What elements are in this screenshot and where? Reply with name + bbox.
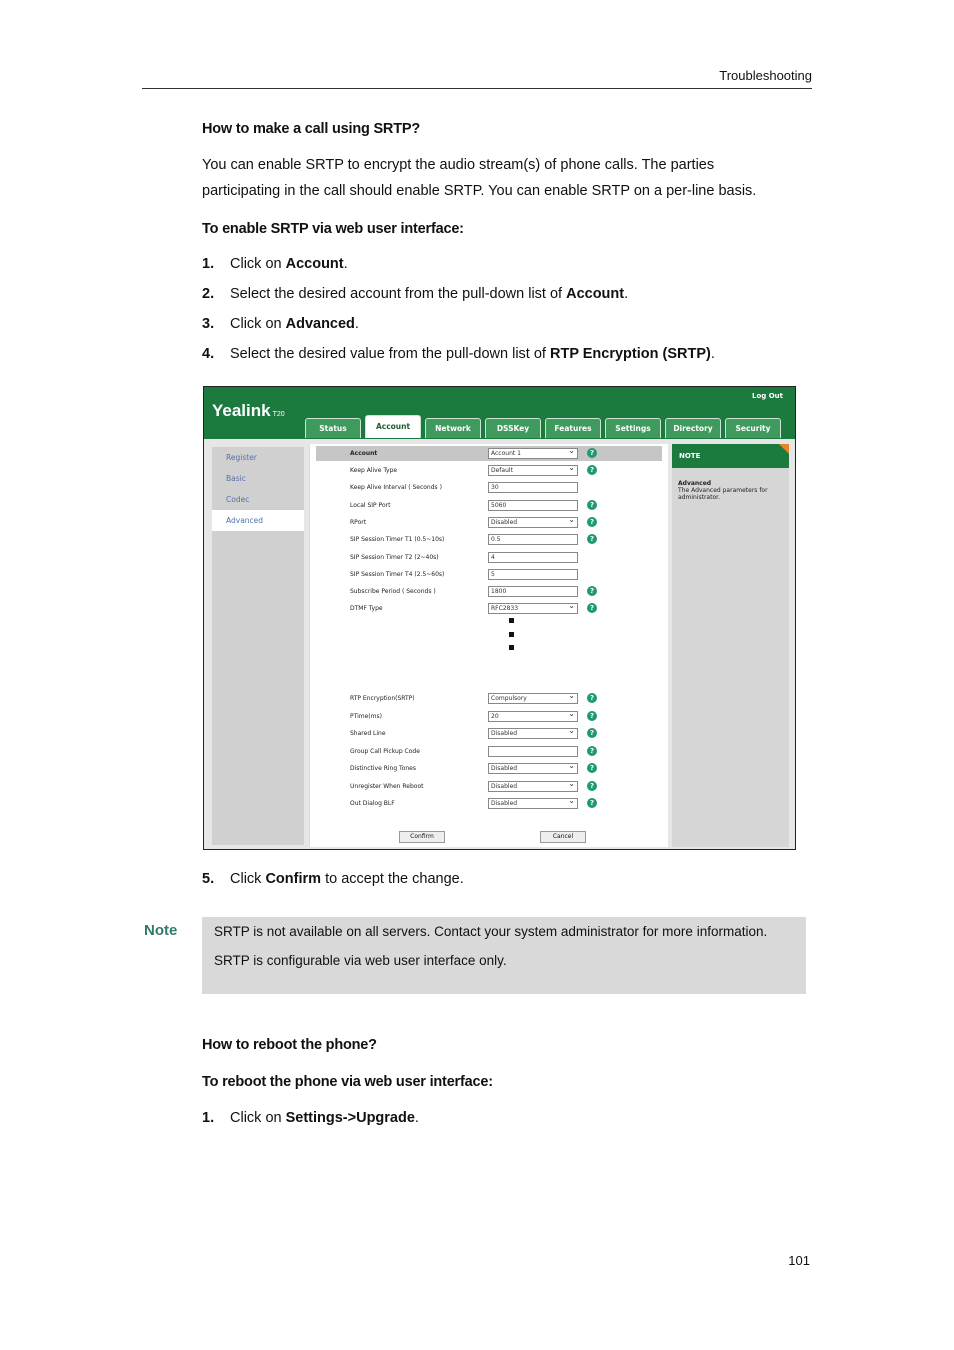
help-icon[interactable]: ? bbox=[587, 763, 597, 773]
nav-item-register[interactable]: Register bbox=[226, 453, 257, 462]
setting-select[interactable]: RFC2833 ⌄ bbox=[488, 603, 578, 614]
tab-features[interactable]: Features bbox=[545, 418, 601, 438]
help-icon[interactable]: ? bbox=[587, 448, 597, 458]
srtp-paragraph-line2: participating in the call should enable SRTP. You can enable SRTP on a per-line basis. bbox=[202, 183, 757, 199]
setting-select[interactable]: Disabled ⌄ bbox=[488, 798, 578, 809]
nav-item-advanced[interactable]: Advanced bbox=[212, 510, 304, 531]
step-number: 1. bbox=[202, 256, 215, 272]
step-5 bbox=[202, 871, 464, 887]
help-icon[interactable]: ? bbox=[587, 781, 597, 791]
note-panel bbox=[672, 444, 789, 847]
note-line-1: SRTP is not available on all servers. Contact your system administrator for more information. bbox=[214, 924, 768, 939]
setting-label: RTP Encryption(SRTP) bbox=[350, 695, 415, 702]
setting-select[interactable]: 20 ⌄ bbox=[488, 711, 578, 722]
setting-row bbox=[310, 727, 669, 741]
step-keyword: Advanced bbox=[285, 316, 355, 332]
cancel-button[interactable]: Cancel bbox=[540, 831, 586, 843]
step-keyword: Account bbox=[566, 286, 625, 302]
step-text: . bbox=[343, 256, 348, 272]
help-icon[interactable]: ? bbox=[587, 711, 597, 721]
step-text: Click bbox=[230, 871, 266, 887]
tab-security[interactable]: Security bbox=[725, 418, 781, 438]
setting-row bbox=[310, 533, 669, 547]
setting-input[interactable] bbox=[488, 746, 578, 757]
help-icon[interactable]: ? bbox=[587, 465, 597, 475]
setting-label: Keep Alive Interval ( Seconds ) bbox=[350, 484, 442, 492]
running-head: Troubleshooting bbox=[719, 68, 812, 83]
setting-input[interactable]: 4 bbox=[488, 552, 578, 563]
tab-network[interactable]: Network bbox=[425, 418, 481, 438]
page-number: 101 bbox=[788, 1253, 810, 1268]
step-keyword: Confirm bbox=[265, 871, 322, 887]
step-4 bbox=[202, 346, 715, 362]
setting-label: DTMF Type bbox=[350, 605, 383, 613]
tab-status[interactable]: Status bbox=[305, 418, 361, 438]
step-text: to accept the change. bbox=[321, 871, 464, 887]
help-icon[interactable]: ? bbox=[587, 746, 597, 756]
step-2 bbox=[202, 286, 628, 302]
setting-label: RPort bbox=[350, 518, 367, 526]
logout-link[interactable]: Log Out bbox=[752, 392, 783, 400]
help-icon[interactable]: ? bbox=[587, 500, 597, 510]
step-text: Click on bbox=[230, 256, 286, 272]
srtp-paragraph bbox=[202, 152, 802, 204]
ellipsis-dot bbox=[509, 618, 514, 623]
left-nav bbox=[212, 447, 304, 845]
procedure-title-reboot: To reboot the phone via web user interface: bbox=[202, 1074, 493, 1090]
help-icon[interactable]: ? bbox=[587, 586, 597, 596]
note-label: Note bbox=[144, 922, 178, 939]
setting-select[interactable]: Disabled ⌄ bbox=[488, 763, 578, 774]
setting-label: SIP Session Timer T4 (2.5~60s) bbox=[350, 570, 445, 578]
step-keyword: RTP Encryption (SRTP) bbox=[549, 346, 711, 362]
account-row bbox=[310, 447, 669, 461]
setting-row bbox=[310, 481, 669, 495]
setting-row bbox=[310, 797, 669, 811]
setting-row bbox=[310, 551, 669, 565]
help-icon[interactable]: ? bbox=[587, 693, 597, 703]
note-panel-body: The Advanced parameters for administrator. bbox=[678, 487, 768, 501]
nav-item-codec[interactable]: Codec bbox=[226, 495, 250, 504]
setting-row bbox=[310, 745, 669, 759]
ui-top-bar bbox=[204, 387, 795, 439]
yealink-logo bbox=[212, 401, 285, 421]
setting-label: Distinctive Ring Tones bbox=[350, 765, 416, 772]
help-icon[interactable]: ? bbox=[587, 728, 597, 738]
help-icon[interactable]: ? bbox=[587, 517, 597, 527]
step-text: . bbox=[354, 316, 359, 332]
setting-row bbox=[310, 710, 669, 724]
procedure-title-srtp: To enable SRTP via web user interface: bbox=[202, 221, 464, 237]
setting-input[interactable]: 30 bbox=[488, 482, 578, 493]
step-keyword: Account bbox=[285, 256, 344, 272]
setting-label: Group Call Pickup Code bbox=[350, 747, 420, 755]
setting-select[interactable]: Default ⌄ bbox=[488, 465, 578, 476]
logo-text: Yealink bbox=[212, 401, 271, 420]
setting-label: SIP Session Timer T1 (0.5~10s) bbox=[350, 536, 445, 544]
account-label: Account bbox=[350, 450, 378, 457]
note-box bbox=[202, 917, 806, 994]
step-text: . bbox=[414, 1110, 419, 1126]
note-line-2: SRTP is configurable via web user interface only. bbox=[214, 953, 507, 968]
question-title-srtp: How to make a call using SRTP? bbox=[202, 121, 420, 137]
step-text: Select the desired value from the pull-down list of bbox=[230, 346, 550, 362]
step-3 bbox=[202, 316, 359, 332]
step-keyword: Settings->Upgrade bbox=[285, 1110, 415, 1126]
help-icon[interactable]: ? bbox=[587, 534, 597, 544]
setting-row bbox=[310, 585, 669, 599]
page-header bbox=[142, 66, 812, 89]
setting-label: PTime(ms) bbox=[350, 712, 382, 720]
question-title-reboot: How to reboot the phone? bbox=[202, 1037, 377, 1053]
step-text: . bbox=[710, 346, 715, 362]
note-panel-text bbox=[678, 480, 783, 501]
setting-label: Keep Alive Type bbox=[350, 467, 398, 474]
ui-content bbox=[204, 439, 795, 849]
tab-account[interactable]: Account bbox=[365, 415, 421, 438]
setting-row bbox=[310, 499, 669, 513]
web-ui-screenshot bbox=[203, 386, 796, 850]
setting-label: Shared Line bbox=[350, 730, 386, 737]
step-number: 5. bbox=[202, 871, 215, 887]
setting-row bbox=[310, 516, 669, 530]
setting-label: Local SIP Port bbox=[350, 501, 391, 509]
tab-bar bbox=[305, 418, 785, 439]
step-number: 3. bbox=[202, 316, 215, 332]
step-number: 4. bbox=[202, 346, 215, 362]
tab-settings[interactable]: Settings bbox=[605, 418, 661, 438]
setting-label: SIP Session Timer T2 (2~40s) bbox=[350, 553, 439, 561]
step-number: 1. bbox=[202, 1110, 215, 1126]
ellipsis-dot bbox=[509, 632, 514, 637]
step-1 bbox=[202, 256, 348, 272]
setting-row bbox=[310, 602, 669, 616]
setting-select[interactable]: Disabled ⌄ bbox=[488, 728, 578, 739]
help-icon[interactable]: ? bbox=[587, 798, 597, 808]
settings-panel bbox=[309, 444, 668, 847]
srtp-paragraph-line1: You can enable SRTP to encrypt the audio stream(s) of phone calls. The parties bbox=[202, 157, 715, 173]
setting-select[interactable]: Disabled ⌄ bbox=[488, 781, 578, 792]
reboot-step-1 bbox=[202, 1110, 419, 1126]
step-text: Click on bbox=[230, 1110, 286, 1126]
model-label: T20 bbox=[272, 411, 285, 418]
setting-input[interactable]: 5 bbox=[488, 569, 578, 580]
step-text: . bbox=[624, 286, 629, 302]
ellipsis-dot bbox=[509, 645, 514, 650]
tab-dsskey[interactable]: DSSKey bbox=[485, 418, 541, 438]
setting-row bbox=[310, 692, 669, 706]
setting-row bbox=[310, 464, 669, 478]
setting-row bbox=[310, 568, 669, 582]
confirm-button[interactable]: Confirm bbox=[399, 831, 445, 843]
account-select[interactable]: Account 1 ⌄ bbox=[488, 448, 578, 459]
setting-label: Out Dialog BLF bbox=[350, 800, 395, 807]
step-number: 2. bbox=[202, 286, 215, 302]
step-text: Select the desired account from the pull-down list of bbox=[230, 286, 567, 302]
note-panel-head: Advanced bbox=[678, 480, 712, 487]
step-text: Click on bbox=[230, 316, 286, 332]
setting-select[interactable]: Disabled ⌄ bbox=[488, 517, 578, 528]
help-icon[interactable]: ? bbox=[587, 603, 597, 613]
setting-input[interactable]: 1800 bbox=[488, 586, 578, 597]
setting-row bbox=[310, 780, 669, 794]
setting-input[interactable]: 5060 bbox=[488, 500, 578, 511]
setting-label: Subscribe Period ( Seconds ) bbox=[350, 588, 436, 596]
setting-input[interactable]: 0.5 bbox=[488, 534, 578, 545]
setting-row bbox=[310, 762, 669, 776]
tab-directory[interactable]: Directory bbox=[665, 418, 721, 438]
setting-label: Unregister When Reboot bbox=[350, 782, 424, 790]
setting-select[interactable]: Compulsory ⌄ bbox=[488, 693, 578, 704]
note-panel-title: NOTE bbox=[672, 444, 789, 468]
nav-item-basic[interactable]: Basic bbox=[226, 474, 246, 483]
